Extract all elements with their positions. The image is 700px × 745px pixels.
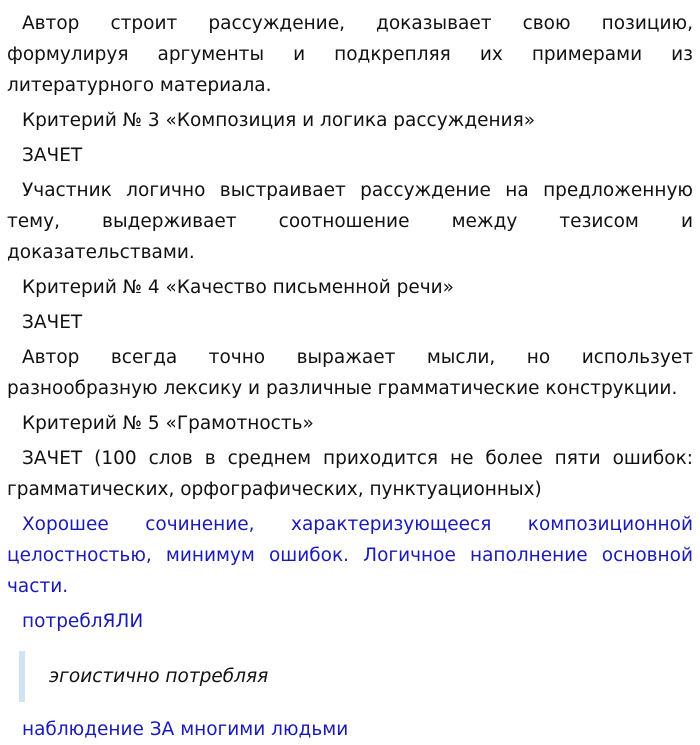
correction-comment-2: наблюдение ЗА многими людьми	[22, 719, 349, 740]
paragraph-argumentation: Автор строит рассуждение, доказывает свою позицию, формулируя аргументы и подкрепляя их примерами из литературного материала.	[7, 13, 693, 96]
criterion-4-result: ЗАЧЕТ	[22, 312, 83, 333]
criterion-4-description: Автор всегда точно выражает мысли, но использует разнообразную лексику и различные грамматические конструкции.	[7, 347, 693, 399]
reviewer-summary-comment: Хорошее сочинение, характеризующееся композиционной целостностью, минимум ошибок. Логичное наполнение основной части.	[7, 514, 693, 597]
criterion-5-result: ЗАЧЕТ (100 слов в среднем приходится не более пяти ошибок: грамматических, орфографических, пунктуационных)	[7, 448, 693, 500]
criterion-3-title: Критерий № 3 «Композиция и логика рассуждения»	[22, 110, 536, 131]
criterion-4-title: Критерий № 4 «Качество письменной речи»	[22, 277, 454, 298]
blockquote	[19, 651, 693, 702]
correction-comment-1: потреблЯЛИ	[22, 611, 144, 632]
criterion-3-result: ЗАЧЕТ	[22, 145, 83, 166]
criterion-3-description: Участник логично выстраивает рассуждение на предложенную тему, выдерживает соотношение между тезисом и доказательствами.	[7, 180, 693, 263]
criterion-5-title: Критерий № 5 «Грамотность»	[22, 413, 314, 434]
quote-text: эгоистично потребляя	[49, 666, 269, 687]
